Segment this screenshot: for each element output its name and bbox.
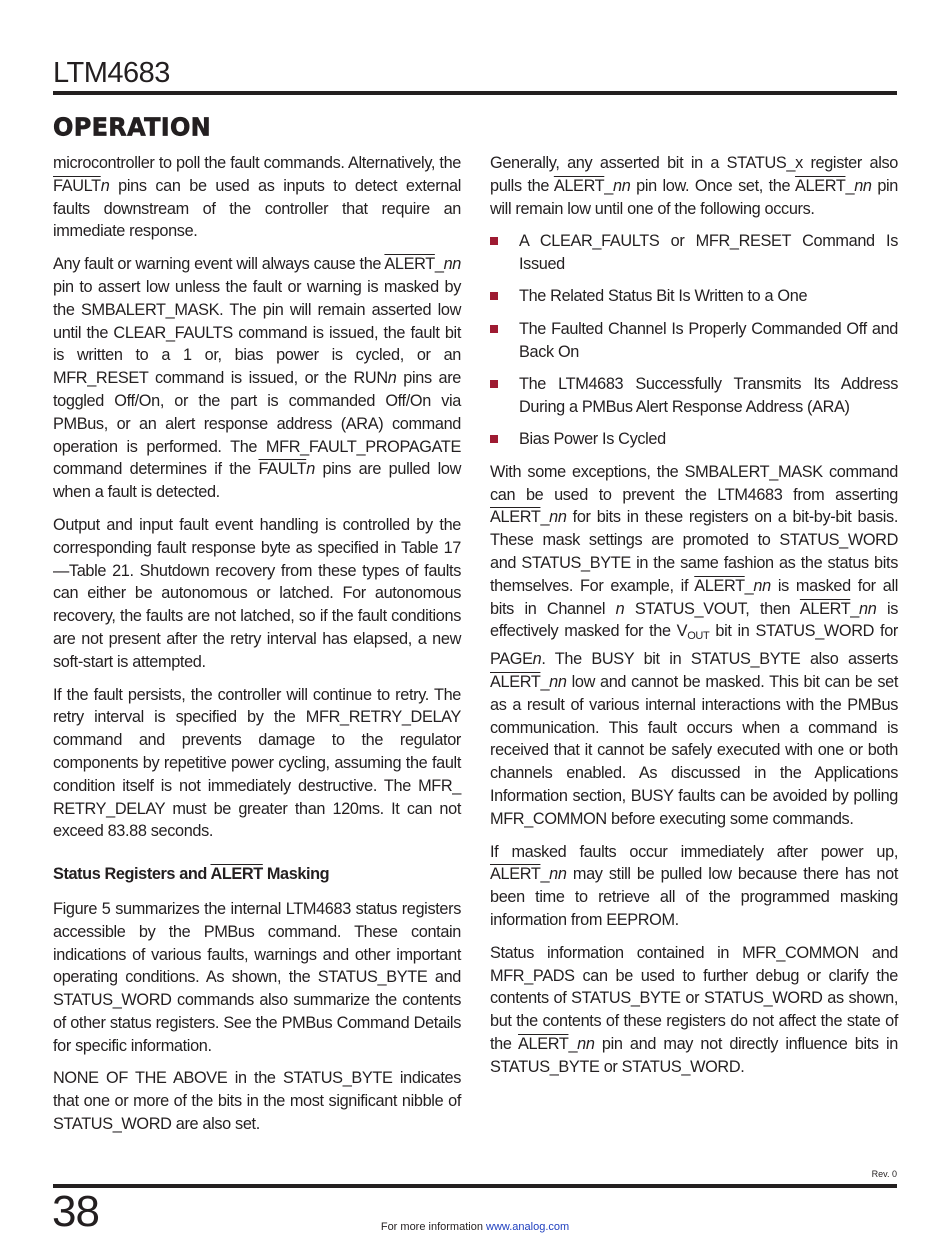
paragraph: Figure 5 summarizes the internal LTM4683 status registers accessible by the PMBus command. These contain indications of various faults, warnings and other important operating conditions. As shown, the STATUS_BYTE and STATUS_WORD commands also summarize the contents of other status registers. See the PMBus Command Details for specific information. [53,899,461,1055]
text: Generally, any asserted bit in a STATUS_x register also pulls the [490,154,898,195]
paragraph [490,942,898,1079]
channel-index: n [615,599,625,618]
list-item-text: The Related Status Bit Is Written to a One [519,287,808,306]
paragraph: Output and input fault event handling is controlled by the corresponding fault response byte as specified in Table 17 —Table 21. Shutdown recovery from these types of faults can either be autonomous or latched. For autonomous recovery, the faults are not latched, so if the fault conditions are not present after the retry interval has elapsed, a new soft-start is attempted. [53,515,461,671]
paragraph [490,152,898,220]
paragraph [53,152,461,243]
footer-rule [53,1184,897,1188]
bullet-list [490,230,898,450]
text: _ [540,508,550,527]
square-bullet-icon [490,292,498,300]
text: _ [744,576,754,595]
text: may still be pulled low because there has not been time to retrieve all of the programmed masking information from EEPROM. [490,865,898,929]
channel-index: nn [549,865,567,884]
text: . The BUSY bit in STATUS_BYTE also asserts [541,650,898,669]
list-item [490,373,898,419]
page-title-part-number: LTM4683 [53,57,170,89]
text: With some exceptions, the SMBALERT_MASK command can be used to prevent the LTM4683 from asserting [490,462,898,504]
text: _ [845,176,855,195]
page-number: 38 [52,1187,99,1236]
alert-pin-label: ALERT [795,176,846,195]
text: If masked faults occur immediately after power up, [490,842,898,861]
channel-index: nn [577,1034,595,1053]
alert-pin-label: ALERT [384,255,435,274]
text: Status Registers and [53,865,211,884]
footer-info [0,1221,950,1233]
revision-label: Rev. 0 [871,1169,897,1179]
text: _ [434,255,444,274]
text: Any fault or warning event will always cause the [53,255,385,274]
alert-pin-label: ALERT [799,599,851,618]
right-column [490,152,898,1088]
channel-index: n [532,650,542,669]
footer-info-text: For more information [380,1221,486,1233]
square-bullet-icon [490,380,498,388]
channel-index: nn [854,176,872,195]
text: Masking [262,865,330,884]
text: pin will remain low until one of the following occurs. [490,176,898,218]
square-bullet-icon [490,435,498,443]
alert-pin-label: ALERT [490,865,541,884]
paragraph [53,253,461,504]
list-item [490,285,898,308]
analog-website-link[interactable]: www.analog.com [486,1221,570,1233]
text: bit in STATUS_WORD for PAGE [490,622,898,669]
list-item [490,230,898,276]
text: microcontroller to poll the fault commands. Alternatively, the [53,154,461,172]
list-item-text: The Faulted Channel Is Properly Commanded Off and Back On [519,319,898,361]
channel-index: nn [443,255,461,274]
channel-index: nn [859,599,877,618]
text: is effectively masked for the V [490,599,898,641]
paragraph [490,461,898,831]
list-item-text: Bias Power Is Cycled [519,429,666,448]
paragraph: NONE OF THE ABOVE in the STATUS_BYTE indicates that one or more of the bits in the most significant nibble of STATUS_WORD are also set. [53,1069,461,1134]
text: _ [568,1034,578,1053]
list-item [490,428,898,451]
channel-index: n [306,460,315,479]
paragraph [490,841,898,932]
left-column [53,152,461,1146]
alert-pin-label: ALERT [553,176,605,195]
channel-index: n [100,176,110,195]
alert-pin-label: ALERT [694,576,745,595]
square-bullet-icon [490,325,498,333]
channel-index: nn [549,508,567,527]
text: low and cannot be masked. This bit can be set as a result of various internal interactions with the PMBus communication. This fault occurs when a command is received that it cannot be safely executed with one or both channels enabled. As discussed in the Applications Information section, BUSY faults can be avoided by polling MFR_COMMON before executing some commands. [490,672,898,828]
fault-pin-label: FAULT [53,176,101,195]
alert-pin-label: ALERT [490,672,541,691]
text: _ [850,599,860,618]
channel-index: nn [613,176,631,195]
text: pins are pulled low when a fault is detected. [53,460,461,502]
channel-index: nn [549,672,567,691]
text: _ [540,865,550,884]
header-rule [53,91,897,95]
alert-pin-label: ALERT [518,1034,569,1053]
list-item [490,318,898,364]
text: Status information contained in MFR_COMMON and MFR_PADS can be used to further debug or clarify the contents of STATUS_BYTE or STATUS_WORD as shown, but the contents of these registers do not affect the state of the [490,943,898,1053]
text: pin low. Once set, the [630,176,796,195]
text: _ [540,672,550,691]
text: pins can be used as inputs to detect external faults downstream of the controller that require an immediate response. [53,176,461,241]
text: pin and may not directly influence bits in STATUS_BYTE or STATUS_WORD. [490,1034,899,1076]
text: STATUS_VOUT, then [624,599,800,618]
alert-pin-label: ALERT [210,865,263,884]
alert-pin-label: ALERT [490,508,541,527]
paragraph: If the fault persists, the controller will continue to retry. The retry interval is specified by the MFR_RETRY_DELAY command and prevents damage to the regulator components by repetitive power cycling, assuming the fault condition itself is not immediately destructive. The MFR_ RETRY_DELAY must be greater than 120ms. It can not exceed 83.88 seconds. [53,685,461,841]
subscript: OUT [687,630,710,643]
text: _ [604,176,613,195]
list-item-text: A CLEAR_FAULTS or MFR_RESET Command Is Issued [519,232,898,274]
section-title: OPERATION [53,112,212,142]
square-bullet-icon [490,237,498,245]
subheading-status-registers [53,863,461,886]
fault-pin-label: FAULT [258,460,307,479]
channel-index: nn [753,576,771,595]
text: for bits in these registers on a bit-by-bit basis. These mask settings are promoted to STATUS_WORD and STATUS_BYTE in the same fashion as the status bits themselves. For example, if [490,508,898,595]
text: is masked for all bits in Channel [490,576,898,618]
channel-index: n [387,369,397,388]
list-item-text: The LTM4683 Successfully Transmits Its Address During a PMBus Alert Response Address (ARA) [519,374,898,416]
text: pin to assert low unless the fault or warning is masked by the SMBALERT_MASK. The pin will remain asserted low until the CLEAR_FAULTS command is issued, the fault bit is written to a 1 or, bias power is cycled, or an MFR_RESET command is issued, or the RUN [53,277,461,388]
text: pins are toggled Off/On, or the part is commanded Off/On via PMBus, or an alert response address (ARA) command operation is performed. The MFR_FAULT_PROPAGATE command determines if the [53,369,462,479]
